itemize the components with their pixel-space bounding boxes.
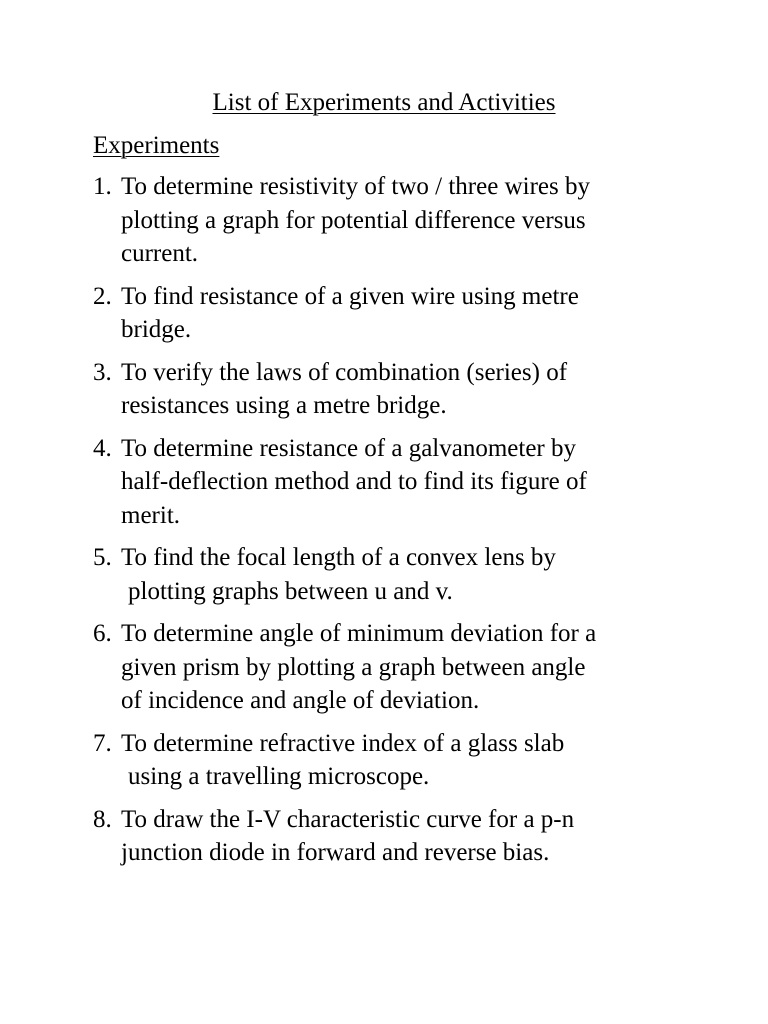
experiment-number: 8. bbox=[93, 805, 112, 833]
experiment-text-line: of incidence and angle of deviation. bbox=[121, 687, 480, 714]
experiment-text-line: To find the focal length of a convex lens by bbox=[121, 544, 556, 571]
experiment-number: 1. bbox=[93, 173, 112, 200]
experiment-item-4 bbox=[93, 432, 763, 533]
experiment-item-5 bbox=[93, 541, 763, 608]
experiment-text-line: bridge. bbox=[121, 316, 192, 343]
experiment-text-line: To verify the laws of combination (series) of bbox=[121, 358, 568, 386]
experiment-item-8 bbox=[93, 803, 763, 870]
experiment-text-line: plotting a graph for potential difference versus bbox=[121, 206, 586, 234]
experiment-text-line: merit. bbox=[121, 501, 181, 529]
experiment-item-7 bbox=[93, 727, 763, 794]
experiment-number: 5. bbox=[93, 544, 112, 571]
experiment-text-line: To draw the I-V characteristic curve for a p-n bbox=[121, 805, 575, 833]
experiment-text-line: junction diode in forward and reverse bias. bbox=[121, 839, 550, 866]
experiment-text-line: current. bbox=[121, 240, 199, 267]
experiment-text-line: To determine resistance of a galvanometer by bbox=[121, 434, 577, 462]
experiment-item-2 bbox=[93, 280, 763, 347]
experiment-text-line: plotting graphs between u and v. bbox=[128, 577, 453, 605]
experiment-text-line: To determine resistivity of two / three wires by bbox=[121, 173, 590, 200]
experiment-number: 3. bbox=[93, 358, 112, 386]
page-title: List of Experiments and Activities bbox=[212, 89, 556, 116]
experiment-text-line: To find resistance of a given wire using metre bbox=[121, 282, 579, 310]
section-heading-experiments: Experiments bbox=[93, 132, 220, 159]
experiment-number: 6. bbox=[93, 620, 112, 647]
experiment-text-line: given prism by plotting a graph between angle bbox=[121, 653, 586, 681]
experiment-text-line: resistances using a metre bridge. bbox=[121, 392, 447, 419]
experiment-text-line: half-deflection method and to find its figure of bbox=[121, 468, 587, 495]
experiment-text-line: To determine angle of minimum deviation for a bbox=[121, 620, 597, 647]
experiment-text-line: using a travelling microscope. bbox=[128, 763, 430, 790]
experiment-item-3 bbox=[93, 356, 763, 423]
experiment-number: 7. bbox=[93, 729, 112, 757]
experiment-number: 2. bbox=[93, 282, 112, 310]
experiment-item-6 bbox=[93, 617, 763, 718]
experiment-number: 4. bbox=[93, 434, 112, 462]
experiment-text-line: To determine refractive index of a glass slab bbox=[121, 729, 565, 757]
experiment-item-1 bbox=[93, 170, 763, 271]
experiments-list bbox=[93, 170, 763, 879]
